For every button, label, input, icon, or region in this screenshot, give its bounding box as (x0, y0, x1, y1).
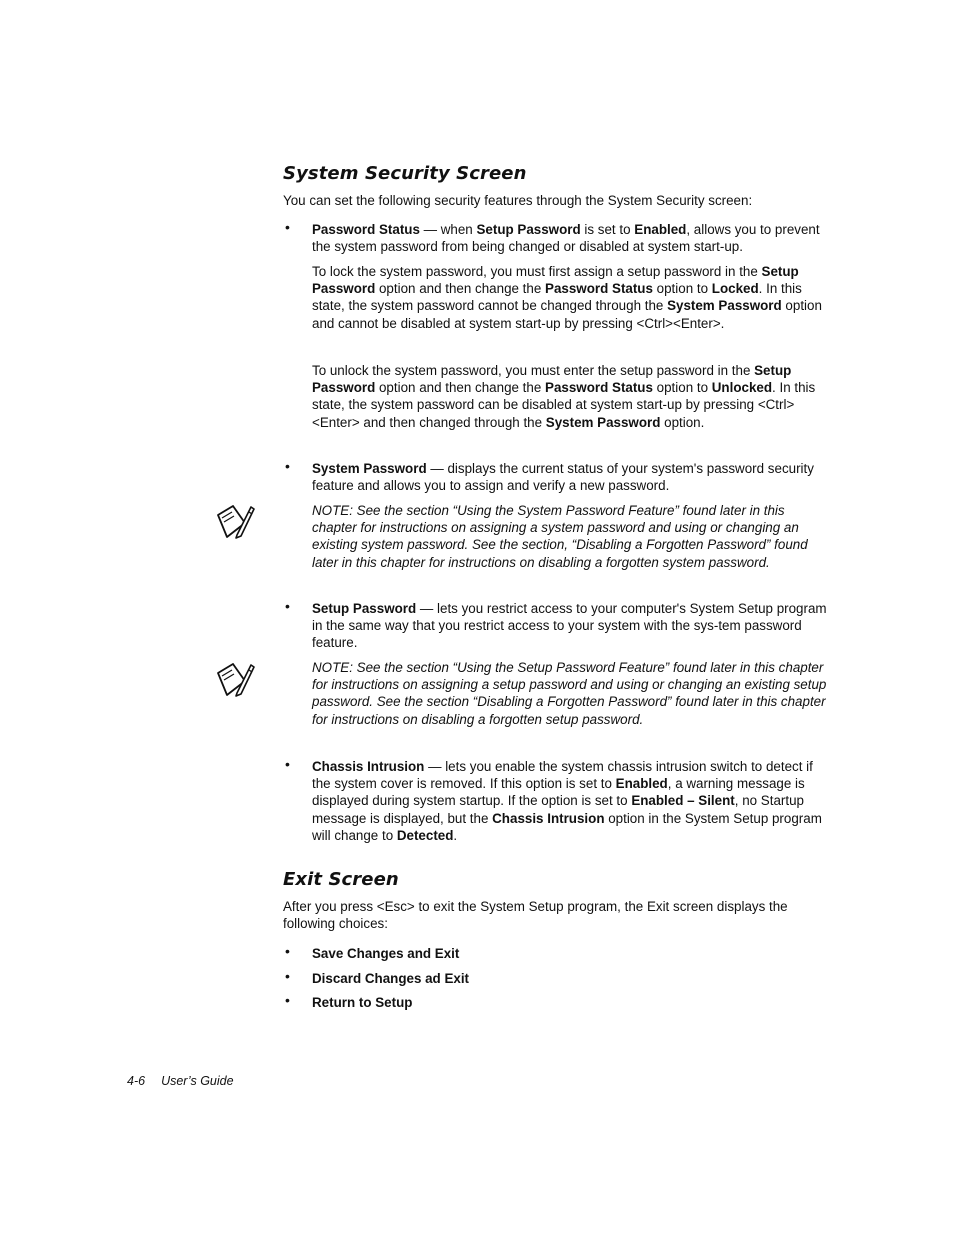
item-password-status: Password Status — when Setup Password is set to Enabled, allows you to prevent the system password from being changed or disabled at system start-up. (312, 222, 820, 255)
choice-return-to-setup: Return to Setup (312, 995, 413, 1010)
section-title-exit-screen: Exit Screen (283, 869, 399, 890)
choice-save-changes-and-exit: Save Changes and Exit (312, 946, 460, 961)
page-number: 4-6 (127, 1074, 146, 1088)
bullet-setup-password: • (285, 598, 290, 614)
section-title-system-security: System Security Screen (283, 163, 527, 184)
page-footer (127, 1074, 250, 1088)
item-setup-password: Setup Password — lets you restrict access to your computer's System Setup program in the same way that you restrict access to your system with the sys-tem password feature. (312, 601, 827, 651)
item-system-password: System Password — displays the current status of your system's password security feature and allows you to assign and verify a new password. (312, 461, 814, 494)
note-setup-password: NOTE: See the section “Using the Setup Password Feature” found later in this chapter for instructions on assigning a setup password and using or changing an existing setup password. See the section “Disabling a Forgotten Password” found later in this chapter for instructions on disabling a forgotten setup password. (312, 660, 827, 727)
security-intro: You can set the following security features through the System Security screen: (283, 193, 753, 208)
bullet-password-status: • (285, 219, 290, 235)
note-pencil-icon (215, 503, 255, 539)
note-system-password: NOTE: See the section “Using the System Password Feature” found later in this chapter for instructions on assigning a system password and using or changing an existing system password. See the section, “Disabling a Forgotten Password” found later in this chapter for instructions on disabling a forgotten system password. (312, 503, 808, 570)
bullet-discard-changes: • (285, 968, 290, 984)
exit-intro: After you press <Esc> to exit the System Setup program, the Exit screen displays the following choices: (283, 899, 788, 932)
bullet-chassis-intrusion: • (285, 756, 290, 772)
choice-discard-changes-and-exit: Discard Changes ad Exit (312, 971, 470, 986)
paragraph-unlock-password: To unlock the system password, you must enter the setup password in the Setup Password option and then change the Password Status option to Unlocked. In this state, the system password can be disabled at system start-up by pressing <Ctrl><Enter> and then changed through the System Password option. (312, 363, 816, 430)
book-title: User’s Guide (161, 1074, 234, 1088)
item-chassis-intrusion: Chassis Intrusion — lets you enable the system chassis intrusion switch to detect if the system cover is removed. If this option is set to Enabled, a warning message is displayed during system startup. If the option is set to Enabled – Silent, no Startup message is displayed, but the Chassis Intrusion option in the System Setup program will change to Detected. (312, 759, 822, 843)
paragraph-lock-password: To lock the system password, you must first assign a setup password in the Setup Password option and then change the Password Status option to Locked. In this state, the system password cannot be changed through the System Password option and cannot be disabled at system start-up by pressing <Ctrl><Enter>. (312, 264, 822, 331)
note-pencil-icon (215, 661, 255, 697)
bullet-return-to-setup: • (285, 992, 290, 1008)
bullet-system-password: • (285, 458, 290, 474)
bullet-save-changes: • (285, 943, 290, 959)
